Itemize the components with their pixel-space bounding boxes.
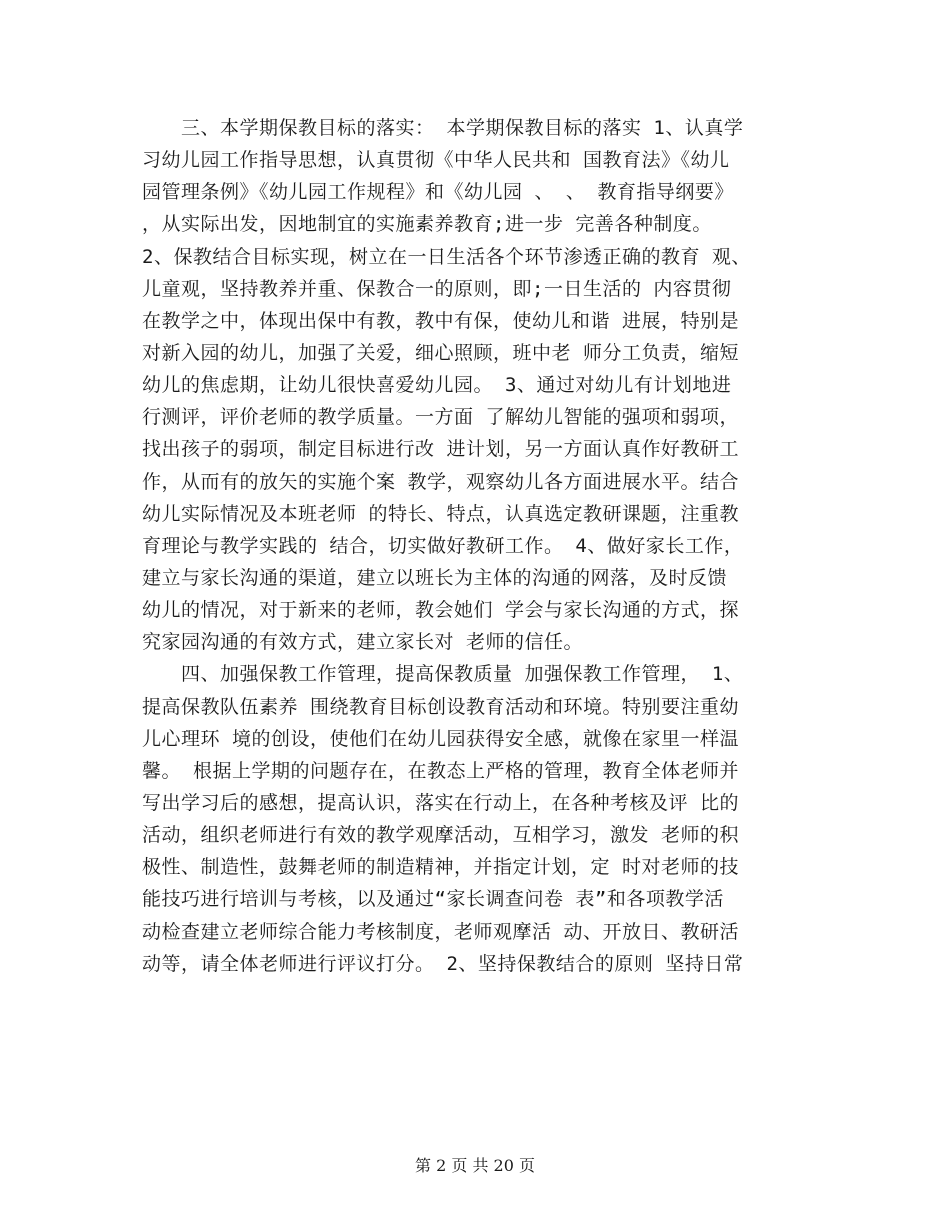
text-line: 幼儿的焦虑期，让幼儿很快喜爱幼儿园。 3、通过对幼儿有计划地进	[142, 374, 732, 397]
text-line: 三、本学期保教目标的落实： 本学期保教目标的落实 1、认真学	[142, 117, 744, 139]
text-line: 能技巧进行培训与考核，以及通过“家长调查问卷 表”和各项教学活	[142, 888, 724, 911]
text-line: 提高保教队伍素养 围绕教育目标创设教育活动和环境。特别要注重幼	[142, 695, 739, 718]
page-footer: 第 2 页 共 20 页	[415, 1156, 535, 1175]
text-line: 园管理条例》《幼儿园工作规程》和《幼儿园 、 、 教育指导纲要》	[142, 181, 734, 204]
text-line: 极性、制造性，鼓舞老师的制造精神，并指定计划，定 时对老师的技	[142, 856, 739, 879]
text-line: 2、保教结合目标实现，树立在一日生活各个环节渗透正确的教育 观、	[142, 245, 751, 268]
text-line: 动等，请全体老师进行评议打分。 2、坚持保教结合的原则 坚持日常	[142, 952, 744, 975]
text-line: 动检查建立老师综合能力考核制度，老师观摩活 动、开放日、教研活	[142, 920, 739, 943]
text-line: 馨。 根据上学期的问题存在，在教态上严格的管理，教育全体老师并	[142, 759, 739, 782]
text-line: 幼儿的情况，对于新来的老师，教会她们 学会与家长沟通的方式，探	[142, 599, 739, 622]
text-line: 找出孩子的弱项，制定目标进行改 进计划，另一方面认真作好教研工	[142, 438, 739, 461]
text-line: 活动，组织老师进行有效的教学观摩活动，互相学习，激发 老师的积	[142, 824, 739, 847]
text-line: 行测评，评价老师的教学质量。一方面 了解幼儿智能的强项和弱项，	[142, 406, 739, 429]
text-line: 四、加强保教工作管理，提高保教质量 加强保教工作管理， 1、	[142, 663, 744, 686]
text-line: 育理论与教学实践的 结合，切实做好教研工作。 4、做好家长工作，	[142, 534, 744, 557]
text-line: 幼儿实际情况及本班老师 的特长、特点，认真选定教研课题，注重教	[142, 502, 739, 525]
text-line: 儿心理环 境的创设，使他们在幼儿园获得安全感，就像在家里一样温	[142, 727, 739, 750]
text-line: 习幼儿园工作指导思想，认真贯彻《中华人民共和 国教育法》《幼儿	[142, 149, 730, 172]
text-line: 作，从而有的放矢的实施个案 教学，观察幼儿各方面进展水平。结合	[142, 470, 739, 493]
text-line: ，从实际出发，因地制宜的实施素养教育;进一步 完善各种制度。	[142, 213, 712, 236]
text-line: 在教学之中，体现出保中有教，教中有保，使幼儿和谐 进展，特别是	[142, 309, 739, 332]
text-line: 建立与家长沟通的渠道，建立以班长为主体的沟通的网落，及时反馈	[142, 566, 728, 589]
text-line: 对新入园的幼儿，加强了关爱，细心照顾，班中老 师分工负责，缩短	[142, 341, 739, 364]
text-line: 究家园沟通的有效方式，建立家长对 老师的信任。	[142, 631, 583, 654]
text-line: 写出学习后的感想，提高认识，落实在行动上，在各种考核及评 比的	[142, 791, 739, 814]
text-line: 儿童观，坚持教养并重、保教合一的原则，即;一日生活的 内容贯彻	[142, 277, 732, 300]
document-body	[142, 112, 810, 980]
